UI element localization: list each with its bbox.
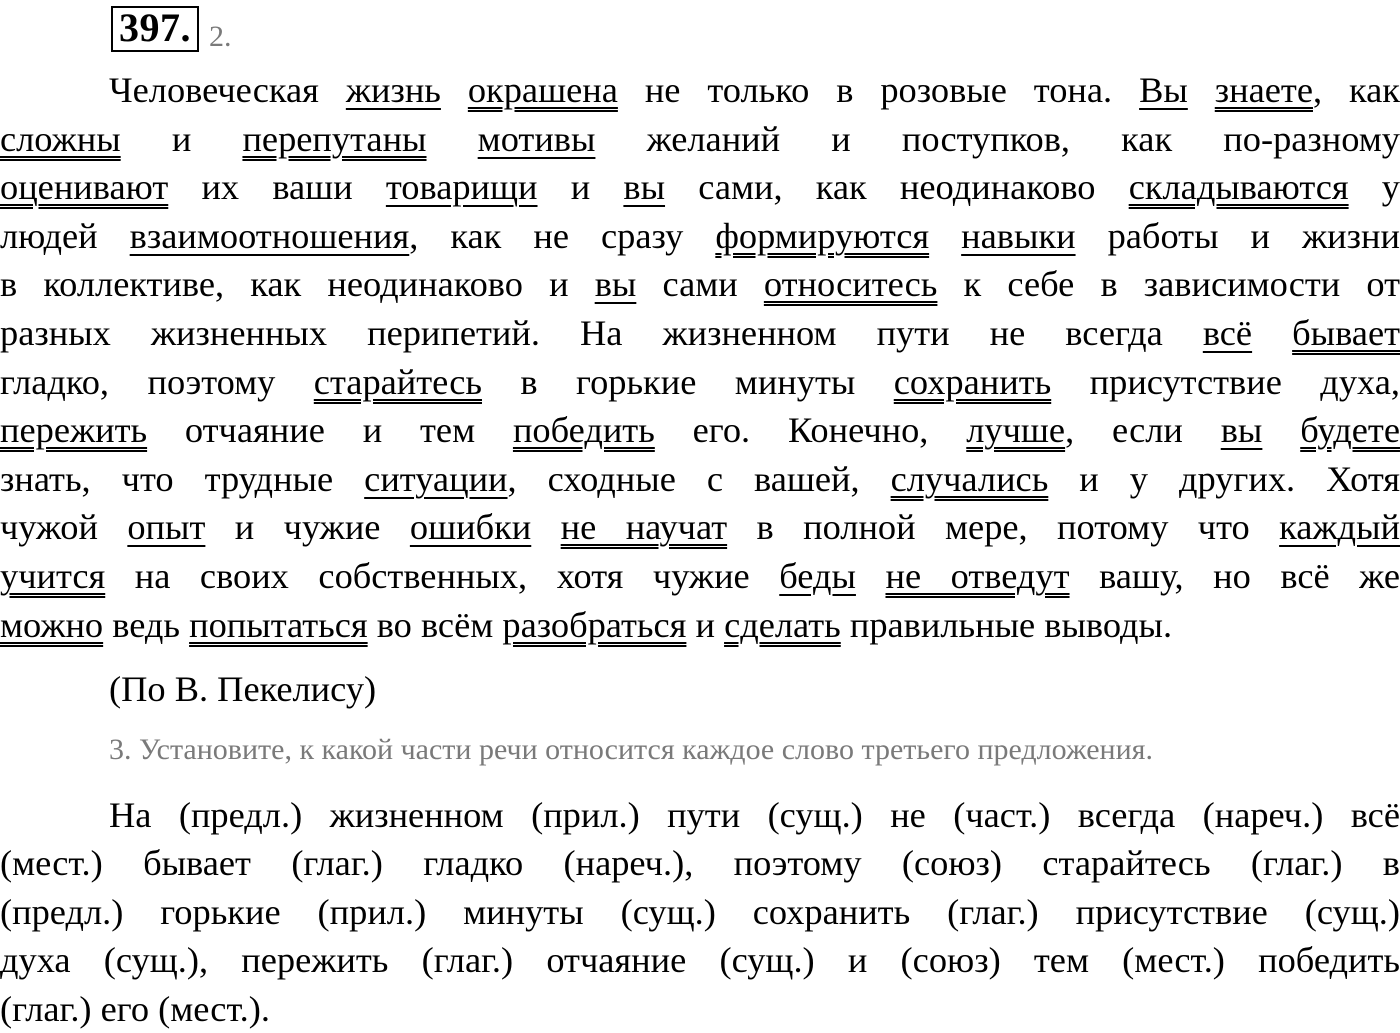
double-underlined-word: знаете bbox=[1214, 70, 1313, 110]
double-underlined-word: бывает bbox=[1292, 312, 1400, 353]
exercise-number: 397. bbox=[111, 6, 199, 52]
text-run: во всём bbox=[367, 604, 503, 645]
text-run: и чужие bbox=[205, 507, 410, 548]
text-run: гладко, поэтому bbox=[0, 361, 314, 402]
paragraph-line bbox=[0, 66, 1400, 115]
double-underlined-word: складываются bbox=[1128, 167, 1349, 208]
text-run bbox=[1262, 410, 1300, 450]
task-number: 2. bbox=[209, 20, 232, 53]
text-run: знать, что трудные bbox=[0, 458, 365, 499]
double-underlined-word: можно bbox=[0, 604, 104, 645]
answer-line: (глаг.) его (мест.). bbox=[0, 988, 270, 1029]
paragraph-line bbox=[0, 455, 1400, 504]
paragraph-line bbox=[0, 601, 1400, 650]
underlined-word: вы bbox=[1220, 410, 1263, 451]
text-run: Человеческая bbox=[109, 70, 346, 110]
text-run: и bbox=[686, 604, 725, 645]
text-run: чужой bbox=[0, 507, 128, 548]
text-run bbox=[441, 70, 468, 110]
answer-paragraph bbox=[0, 791, 1400, 1033]
answer-line: (предл.) горькие (прил.) минуты (сущ.) сохранить (глаг.) присутствие (сущ.) bbox=[0, 891, 1400, 932]
text-run: желаний и поступков, как по-разному bbox=[595, 118, 1400, 159]
underlined-word: Вы bbox=[1139, 70, 1188, 110]
paragraph-line bbox=[0, 212, 1400, 261]
text-run: , сходные с вашей, bbox=[507, 458, 891, 499]
underlined-word: навыки bbox=[961, 215, 1076, 256]
text-run: на своих собственных, хотя чужие bbox=[105, 555, 780, 596]
text-run: в горькие минуты bbox=[481, 361, 894, 402]
double-underlined-word: окрашена bbox=[467, 70, 618, 110]
double-underlined-word: не научат bbox=[560, 507, 728, 548]
text-run: у bbox=[1348, 167, 1400, 208]
paragraph-line bbox=[0, 260, 1400, 309]
paragraph-line bbox=[0, 358, 1400, 407]
double-underlined-word: старайтесь bbox=[313, 361, 482, 402]
underlined-word: беды bbox=[779, 555, 856, 596]
paragraph-line bbox=[0, 115, 1400, 164]
text-run: его. Конечно, bbox=[654, 410, 967, 451]
double-underlined-word: пережить bbox=[0, 410, 148, 451]
underlined-word: каждый bbox=[1279, 507, 1400, 548]
source-attribution: (По В. Пекелису) bbox=[109, 669, 377, 709]
double-underlined-word: победить bbox=[512, 410, 655, 451]
text-run: , как не сразу bbox=[409, 215, 716, 256]
text-run: вашу, но всё же bbox=[1069, 555, 1400, 596]
paragraph-line bbox=[0, 503, 1400, 552]
double-underlined-word: сложны bbox=[0, 118, 121, 159]
text-run bbox=[531, 507, 560, 547]
text-run: разных жизненных перипетий. На жизненном пути не всегда bbox=[0, 312, 1203, 353]
text-run bbox=[856, 556, 886, 596]
underlined-word: ситуации bbox=[364, 458, 508, 499]
text-run: присутствие духа, bbox=[1051, 361, 1400, 402]
text-run: ведь bbox=[103, 604, 190, 645]
text-run: отчаяние и тем bbox=[147, 410, 513, 451]
text-run: и у других. Хотя bbox=[1048, 458, 1400, 499]
double-underlined-word: лучше bbox=[966, 410, 1066, 451]
text-run: в коллективе, как неодинаково и bbox=[0, 264, 595, 305]
double-underlined-word: не отведут bbox=[885, 555, 1070, 596]
double-underlined-word: относитесь bbox=[763, 264, 938, 305]
text-run: и bbox=[120, 118, 243, 159]
answer-line: духа (сущ.), пережить (глаг.) отчаяние (сущ.) и (союз) тем (мест.) победить bbox=[0, 940, 1400, 981]
double-underlined-word: случались bbox=[890, 458, 1049, 499]
double-underlined-word: попытаться bbox=[189, 604, 368, 645]
text-run: к себе в зависимости от bbox=[937, 264, 1400, 305]
paragraph-line bbox=[0, 163, 1400, 212]
double-underlined-word: разобраться bbox=[502, 604, 687, 645]
answer-line: На (предл.) жизненном (прил.) пути (сущ.) не (част.) всегда (нареч.) всё bbox=[109, 795, 1400, 835]
underlined-word: жизнь bbox=[345, 70, 441, 110]
underlined-word: вы bbox=[623, 167, 666, 208]
text-run: в полной мере, потому что bbox=[727, 507, 1280, 548]
paragraph-line bbox=[0, 309, 1400, 358]
text-run: сами bbox=[636, 264, 764, 305]
text-run: правильные выводы. bbox=[840, 604, 1173, 645]
double-underlined-word: оценивают bbox=[0, 167, 169, 208]
text-run: , если bbox=[1065, 410, 1221, 451]
underlined-word: товарищи bbox=[385, 167, 538, 208]
underlined-word: всё bbox=[1202, 312, 1253, 353]
underlined-word: взаимоотношения bbox=[129, 215, 410, 256]
text-run: работы и жизни bbox=[1075, 215, 1400, 256]
text-run bbox=[1188, 70, 1215, 110]
underlined-word: мотивы bbox=[477, 118, 596, 159]
paragraph-line bbox=[0, 406, 1400, 455]
text-run: сами, как неодинаково bbox=[665, 167, 1129, 208]
text-run bbox=[929, 216, 961, 256]
underlined-word: опыт bbox=[127, 507, 206, 548]
double-underlined-word: будете bbox=[1300, 410, 1400, 451]
text-run: их ваши bbox=[168, 167, 386, 208]
double-underlined-word: учится bbox=[0, 555, 106, 596]
underlined-word: ошибки bbox=[409, 507, 532, 548]
text-run: и bbox=[537, 167, 624, 208]
double-underlined-word: сделать bbox=[724, 604, 841, 645]
text-run: не только в розовые тона. bbox=[617, 70, 1140, 110]
double-underlined-word: формируются bbox=[715, 215, 930, 256]
text-run: , как bbox=[1312, 70, 1400, 110]
main-paragraph bbox=[0, 66, 1400, 649]
paragraph-line bbox=[0, 552, 1400, 601]
answer-line: (мест.) бывает (глаг.) гладко (нареч.), поэтому (союз) старайтесь (глаг.) в bbox=[0, 843, 1400, 884]
double-underlined-word: сохранить bbox=[893, 361, 1052, 402]
text-run bbox=[1252, 313, 1292, 353]
double-underlined-word: перепутаны bbox=[242, 118, 427, 159]
text-run bbox=[427, 119, 478, 159]
task-3-instruction: 3. Установите, к какой части речи относится каждое слово третьего предложения. bbox=[109, 733, 1153, 766]
underlined-word: вы bbox=[594, 264, 637, 305]
text-run: людей bbox=[0, 215, 130, 256]
exercise-header bbox=[111, 6, 232, 52]
